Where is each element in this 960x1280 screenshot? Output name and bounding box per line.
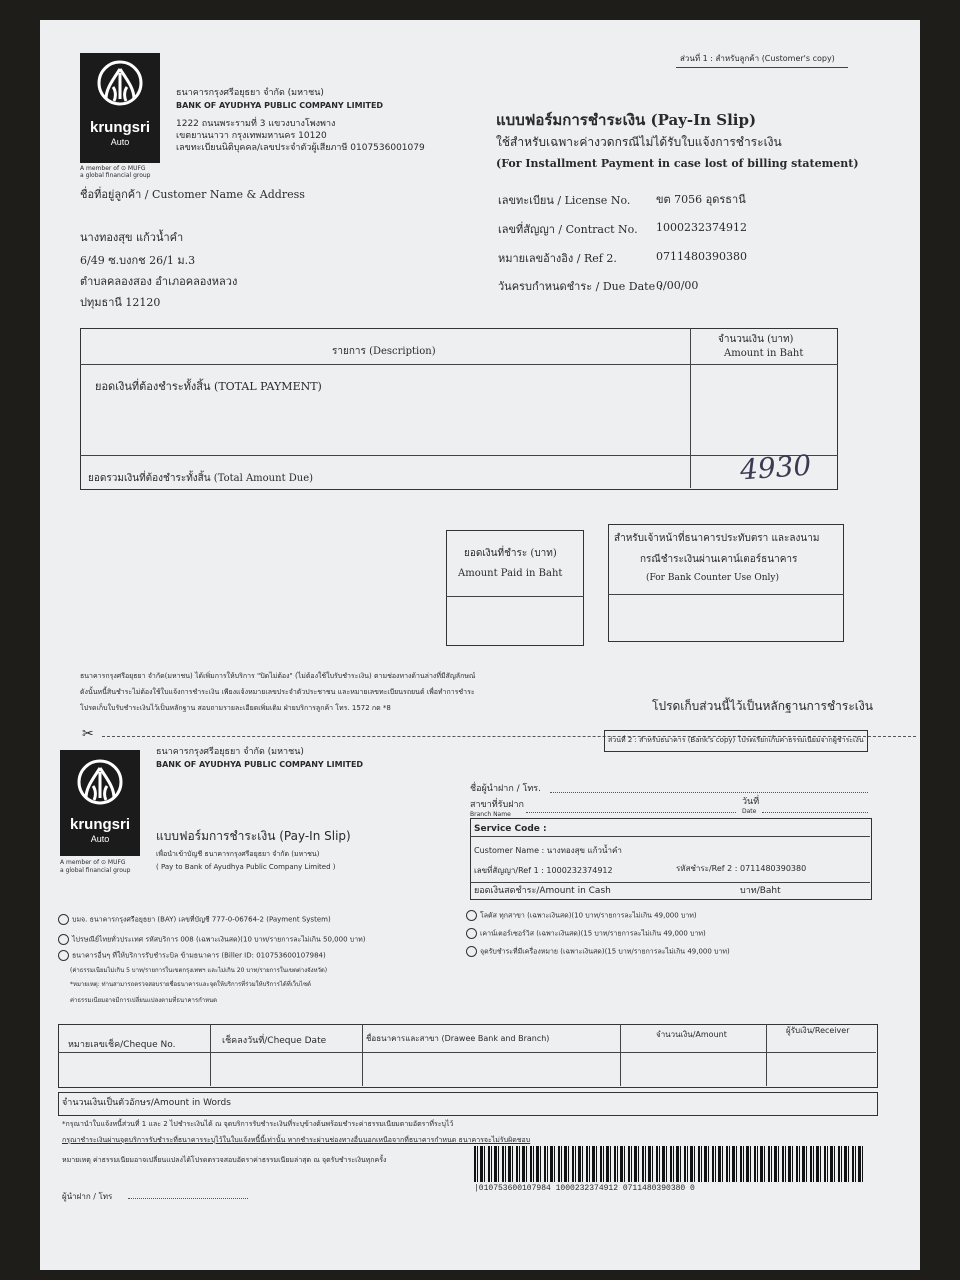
table-amount-header-th: จำนวนเงิน (บาท) [718, 334, 794, 345]
note-line-3: โปรดเก็บใบรับชำระเงินไว้เป็นหลักฐาน สอบถามรายละเอียดเพิ่มเติม ฝ่ายบริการลูกค้า โทร. 1572 กด *8 [80, 704, 391, 712]
channel-partner-points[interactable]: จุดรับชำระที่มีเครื่องหมาย (เฉพาะเงินสด)(15 บาท/รายการละไม่เกิน 49,000 บาท) [466, 946, 730, 957]
fine-line-2: *หมายเหตุ: ท่านสามารถตรวจสอบรายชื่อธนาคารและจุดให้บริการที่ร่วมให้บริการได้ที่เว็บไซต์ [70, 981, 311, 988]
service-customer: Customer Name : นางทองสุข แก้วน้ำคำ [474, 846, 622, 855]
branch-label-en: Branch Name [470, 811, 511, 818]
cheque-amount-header: จำนวนเงิน/Amount [656, 1030, 727, 1039]
cheque-date-header: เช็คลงวันที่/Cheque Date [222, 1036, 327, 1046]
amount-paid-th: ยอดเงินที่ชำระ (บาท) [464, 548, 557, 559]
copy-tag-customer: ส่วนที่ 1 : สำหรับลูกค้า (Customer's copy) [680, 54, 835, 63]
channel-counter-service[interactable]: เคาน์เตอร์เซอร์วิส (เฉพาะเงินสด)(15 บาท/รายการละไม่เกิน 49,000 บาท) [466, 928, 706, 939]
bank-name-th-2: ธนาคารกรุงศรีอยุธยา จำกัด (มหาชน) [156, 747, 304, 757]
logo-brand: krungsri [69, 816, 130, 833]
customer-address-2: ตำบลคลองสอง อำเภอคลองหลวง [80, 275, 238, 288]
bank-address: 1222 ถนนพระรามที่ 3 แขวงบางโพงพาง [176, 119, 336, 129]
service-baht-label: บาท/Baht [740, 886, 781, 896]
license-value: ขต 7056 อุดรธานี [656, 193, 746, 206]
logo-brand: krungsri [89, 119, 150, 136]
branch-label: สาขาที่รับฝาก [470, 800, 525, 810]
service-ref1: เลขที่สัญญา/Ref 1 : 1000232374912 [474, 866, 613, 875]
footer-depositor-field[interactable] [128, 1198, 248, 1199]
copy-tag-bank: ส่วนที่ 2 : สำหรับธนาคาร (Bank's copy) โปรดเรียกเก็บค่าธรรมเนียมจากผู้ชำระเงิน [608, 736, 864, 744]
service-amount-label: ยอดเงินสดชำระ/Amount in Cash [474, 886, 611, 896]
bank-name-en: BANK OF AYUDHYA PUBLIC COMPANY LIMITED [176, 101, 384, 110]
channel-thaipost[interactable]: ไปรษณีย์ไทยทั่วประเทศ รหัสบริการ 008 (เฉพาะเงินสด)(10 บาท/รายการละไม่เกิน 50,000 บาท) [58, 934, 365, 945]
mufg-line: A member of ⊙ MUFG [60, 859, 126, 866]
bank-district: เขตยานนาวา กรุงเทพมหานคร 10120 [176, 131, 327, 141]
logo-sub: Auto [90, 834, 110, 844]
amount-in-words-label: จำนวนเงินเป็นตัวอักษร/Amount in Words [62, 1098, 231, 1108]
counter-th-2: กรณีชำระเงินผ่านเคาน์เตอร์ธนาคาร [640, 554, 798, 565]
scissors-icon: ✂ [82, 726, 94, 742]
note-line-1: ธนาคารกรุงศรีอยุธยา จำกัด(มหาชน) ได้เพิ่มการให้บริการ "ปิดไม่ต้อง" (ไม่ต้องใช้ใบรับชำระเงิน) ตามช่องทางด้านล่างที่มีสัญลักษณ์ [80, 672, 476, 680]
handwritten-total: 4930 [738, 448, 813, 487]
license-label: เลขทะเบียน / License No. [498, 194, 631, 207]
table-desc-header: รายการ (Description) [332, 346, 436, 357]
depositor-name-label: ชื่อผู้นำฝาก / โทร. [470, 784, 541, 794]
note-line-2: ดังนั้นหนี้สินชำระไม่ต้องใช้ใบแจ้งการชำระเงิน เพียงแจ้งหมายเลขประจำตัวประชาชน และหมายเลขทะเบียนรถยนต์ เพื่อทำการชำระ [80, 688, 475, 696]
fine-line-1: (ค่าธรรมเนียมไม่เกิน 5 บาท/รายการในเขตกรุงเทพฯ และไม่เกิน 20 บาท/รายการในเขตต่างจังหวัด) [70, 967, 328, 974]
slip-subtitle-en: (For Installment Payment in case lost of billing statement) [496, 157, 859, 170]
slip2-sub-1: เพื่อนำเข้าบัญชี ธนาคารกรุงศรีอยุธยา จำกัด (มหาชน) [156, 850, 320, 858]
amount-paid-en: Amount Paid in Baht [458, 568, 563, 579]
date-label: วันที่ [742, 797, 760, 807]
customer-address-3: ปทุมธานี 12120 [80, 296, 161, 309]
total-amount-due-row: ยอดรวมเงินที่ต้องชำระทั้งสิ้น (Total Amount Due) [88, 473, 314, 484]
customer-name: นางทองสุข แก้วน้ำคำ [80, 231, 184, 244]
cheque-no-header: หมายเลขเช็ค/Cheque No. [68, 1040, 176, 1050]
krungsri-auto-logo [80, 53, 160, 163]
channel-bay[interactable]: บมจ. ธนาคารกรุงศรีอยุธยา (BAY) เลขที่บัญชี 777-0-06764-2 (Payment System) [58, 914, 331, 925]
service-ref2: รหัสชำระ/Ref 2 : 0711480390380 [676, 864, 807, 873]
krungsri-emblem-icon [96, 59, 144, 111]
service-code-label: Service Code : [474, 824, 547, 834]
bank-name-en-2: BANK OF AYUDHYA PUBLIC COMPANY LIMITED [156, 760, 364, 769]
ref2-label: หมายเลขอ้างอิง / Ref 2. [498, 252, 617, 265]
contract-label: เลขที่สัญญา / Contract No. [498, 223, 638, 236]
bank-tax-id: เลขทะเบียนนิติบุคคล/เลขประจำตัวผู้เสียภาษี 0107536001079 [176, 143, 425, 153]
counter-en: (For Bank Counter Use Only) [646, 573, 779, 583]
radio-icon [58, 914, 69, 925]
customer-label: ชื่อที่อยู่ลูกค้า / Customer Name & Address [80, 188, 305, 201]
total-payment-row: ยอดเงินที่ต้องชำระทั้งสิ้น (TOTAL PAYMENT) [95, 380, 322, 393]
slip2-title: แบบฟอร์มการชำระเงิน (Pay-In Slip) [156, 829, 351, 843]
radio-icon [58, 950, 69, 961]
radio-icon [466, 910, 477, 921]
table-amount-header-en: Amount in Baht [724, 348, 804, 359]
radio-icon [58, 934, 69, 945]
payment-slip-paper [40, 20, 920, 1270]
fine-line-3: ค่าธรรมเนียมอาจมีการเปลี่ยนแปลงตามที่ธนาคารกำหนด [70, 997, 218, 1004]
slip-subtitle-th: ใช้สำหรับเฉพาะค่างวดกรณีไม่ได้รับใบแจ้งการชำระเงิน [496, 135, 782, 149]
customer-address-1: 6/49 ซ.บงกช 26/1 ม.3 [80, 254, 196, 267]
logo-sub: Auto [110, 137, 130, 147]
footer-line-1: *กรุณานำใบแจ้งหนี้ส่วนที่ 1 และ 2 ไปชำระเงินได้ ณ จุดบริการรับชำระเงินที่ระบุข้างต้นพร้อมชำระค่าธรรมเนียมตามอัตราที่ระบุไว้ [62, 1120, 454, 1128]
mufg-line: a global financial group [80, 172, 151, 179]
radio-icon [466, 928, 477, 939]
branch-field[interactable] [526, 812, 736, 813]
date-label-en: Date [742, 808, 757, 815]
contract-value: 1000232374912 [656, 221, 747, 234]
slip-title: แบบฟอร์มการชำระเงิน (Pay-In Slip) [496, 111, 757, 129]
bank-name-th: ธนาคารกรุงศรีอยุธยา จำกัด (มหาชน) [176, 88, 324, 98]
radio-icon [466, 946, 477, 957]
mufg-line: A member of ⊙ MUFG [80, 165, 146, 172]
footer-line-3: หมายเหตุ ค่าธรรมเนียมอาจเปลี่ยนแปลงได้โปรดตรวจสอบอัตราค่าธรรมเนียมล่าสุด ณ จุดรับชำระเงินทุกครั้ง [62, 1156, 387, 1164]
barcode-text: |010753600107984 1000232374912 0711480390380 0 [474, 1184, 695, 1193]
payment-barcode [474, 1146, 866, 1182]
date-field[interactable] [762, 812, 868, 813]
slip2-sub-2: ( Pay to Bank of Ayudhya Public Company Limited ) [156, 863, 336, 871]
ref2-value: 0711480390380 [656, 250, 747, 263]
krungsri-auto-logo-2 [60, 750, 140, 856]
cheque-bank-header: ชื่อธนาคารและสาขา (Drawee Bank and Branch) [366, 1034, 550, 1043]
keep-as-proof: โปรดเก็บส่วนนี้ไว้เป็นหลักฐานการชำระเงิน [652, 699, 873, 713]
mufg-line: a global financial group [60, 867, 131, 874]
footer-line-2: กรุณาชำระเงินผ่านจุดบริการรับชำระที่ธนาคารระบุไว้ในใบแจ้งหนี้นี้เท่านั้น หากชำระผ่านช่องทางอื่นนอกเหนือจากที่ธนาคารกำหนด ธนาคารจะไม่รับผิดชอบ [62, 1136, 531, 1144]
depositor-name-field[interactable] [550, 792, 868, 793]
counter-th-1: สำหรับเจ้าหน้าที่ธนาคารประทับตรา และลงนาม [614, 533, 820, 544]
cheque-receiver-header: ผู้รับเงิน/Receiver [786, 1026, 850, 1035]
channel-lotus[interactable]: โลตัส ทุกสาขา (เฉพาะเงินสด)(10 บาท/รายการละไม่เกิน 49,000 บาท) [466, 910, 697, 921]
channel-other-banks[interactable]: ธนาคารอื่นๆ ที่ให้บริการรับชำระบิล ข้ามธนาคาร (Biller ID: 010753600107984) [58, 950, 326, 961]
krungsri-emblem-icon [76, 758, 124, 810]
footer-depositor-label: ผู้นำฝาก / โทร [62, 1192, 113, 1201]
due-date-value: 0/00/00 [656, 279, 699, 292]
due-date-label: วันครบกำหนดชำระ / Due Date : [498, 280, 663, 293]
